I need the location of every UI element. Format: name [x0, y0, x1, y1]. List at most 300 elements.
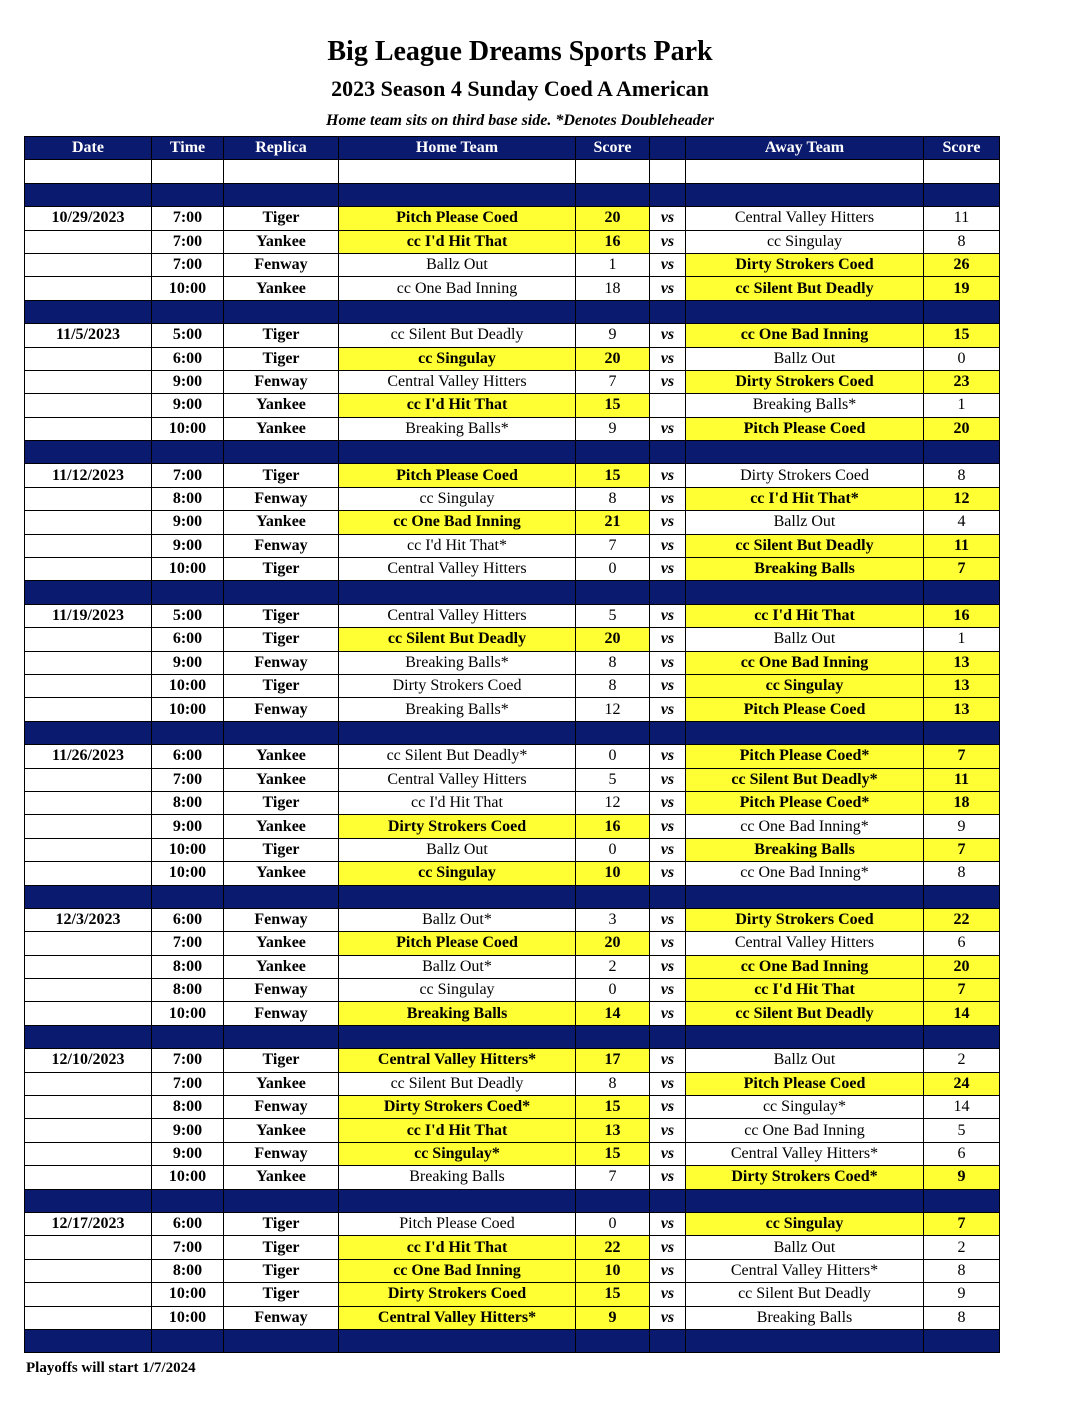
empty-cell	[152, 1189, 224, 1212]
game-replica: Tiger	[224, 324, 339, 347]
game-date: 11/12/2023	[25, 464, 152, 487]
game-row	[25, 253, 1000, 276]
home-score: 5	[576, 604, 650, 627]
game-time: 10:00	[152, 674, 224, 697]
game-row	[25, 1212, 1000, 1235]
away-team: cc One Bad Inning	[686, 955, 924, 978]
game-time: 8:00	[152, 955, 224, 978]
home-score: 2	[576, 955, 650, 978]
home-score: 20	[576, 932, 650, 955]
game-date: 12/10/2023	[25, 1049, 152, 1072]
home-score: 17	[576, 1049, 650, 1072]
home-score: 9	[576, 324, 650, 347]
away-team: cc One Bad Inning*	[686, 862, 924, 885]
game-time: 9:00	[152, 534, 224, 557]
game-replica: Yankee	[224, 394, 339, 417]
vs-label: vs	[650, 347, 686, 370]
away-score: 9	[924, 815, 1000, 838]
home-score: 18	[576, 277, 650, 300]
game-replica: Fenway	[224, 370, 339, 393]
game-date: 12/3/2023	[25, 908, 152, 931]
game-date	[25, 628, 152, 651]
game-date	[25, 394, 152, 417]
away-score: 14	[924, 1002, 1000, 1025]
vs-label: vs	[650, 277, 686, 300]
game-time: 6:00	[152, 347, 224, 370]
empty-cell	[25, 721, 152, 744]
game-time: 8:00	[152, 1259, 224, 1282]
vs-label: vs	[650, 908, 686, 931]
away-score: 26	[924, 253, 1000, 276]
game-replica: Tiger	[224, 628, 339, 651]
game-date	[25, 674, 152, 697]
empty-cell	[339, 441, 576, 464]
game-row	[25, 791, 1000, 814]
away-score: 0	[924, 347, 1000, 370]
home-team: Pitch Please Coed	[339, 207, 576, 230]
game-date	[25, 768, 152, 791]
home-team: Central Valley Hitters	[339, 558, 576, 581]
away-team: cc One Bad Inning	[686, 651, 924, 674]
game-row	[25, 417, 1000, 440]
away-score: 18	[924, 791, 1000, 814]
home-team: Dirty Strokers Coed	[339, 815, 576, 838]
empty-cell	[650, 300, 686, 323]
empty-cell	[650, 1329, 686, 1352]
game-time: 9:00	[152, 1119, 224, 1142]
home-score: 1	[576, 253, 650, 276]
game-time: 8:00	[152, 979, 224, 1002]
game-date	[25, 417, 152, 440]
game-time: 6:00	[152, 745, 224, 768]
home-score: 9	[576, 1306, 650, 1329]
home-score: 0	[576, 745, 650, 768]
game-time: 10:00	[152, 558, 224, 581]
empty-cell	[576, 1025, 650, 1048]
game-row	[25, 862, 1000, 885]
vs-label: vs	[650, 511, 686, 534]
game-time: 6:00	[152, 908, 224, 931]
empty-cell	[650, 721, 686, 744]
away-team: Breaking Balls	[686, 1306, 924, 1329]
empty-cell	[25, 300, 152, 323]
game-date	[25, 1236, 152, 1259]
game-date	[25, 277, 152, 300]
separator-row	[25, 183, 1000, 206]
game-time: 9:00	[152, 370, 224, 393]
home-team: Breaking Balls*	[339, 698, 576, 721]
game-date	[25, 1283, 152, 1306]
home-team: Central Valley Hitters	[339, 370, 576, 393]
empty-cell	[576, 183, 650, 206]
game-time: 10:00	[152, 862, 224, 885]
game-date	[25, 1259, 152, 1282]
vs-label: vs	[650, 791, 686, 814]
game-replica: Tiger	[224, 791, 339, 814]
away-team: cc Silent But Deadly	[686, 1002, 924, 1025]
game-replica: Tiger	[224, 1212, 339, 1235]
away-team: Breaking Balls*	[686, 394, 924, 417]
vs-label: vs	[650, 1212, 686, 1235]
home-team: cc Singulay	[339, 347, 576, 370]
empty-cell	[650, 1189, 686, 1212]
empty-cell	[152, 183, 224, 206]
vs-label: vs	[650, 487, 686, 510]
home-team: Breaking Balls*	[339, 651, 576, 674]
game-time: 10:00	[152, 1166, 224, 1189]
empty-cell	[924, 581, 1000, 604]
empty-cell	[576, 1189, 650, 1212]
empty-cell	[152, 1025, 224, 1048]
game-row	[25, 1119, 1000, 1142]
home-score: 13	[576, 1119, 650, 1142]
away-score: 8	[924, 464, 1000, 487]
game-row	[25, 534, 1000, 557]
away-score: 8	[924, 862, 1000, 885]
empty-cell	[576, 300, 650, 323]
vs-label: vs	[650, 230, 686, 253]
home-score: 7	[576, 534, 650, 557]
game-replica: Yankee	[224, 862, 339, 885]
empty-cell	[152, 160, 224, 183]
page-title: Big League Dreams Sports Park	[327, 36, 713, 67]
empty-cell	[686, 441, 924, 464]
game-date	[25, 511, 152, 534]
schedule-body	[25, 160, 1000, 1353]
empty-cell	[650, 183, 686, 206]
game-row	[25, 230, 1000, 253]
empty-cell	[224, 885, 339, 908]
away-team: cc I'd Hit That	[686, 979, 924, 1002]
home-score: 7	[576, 1166, 650, 1189]
empty-cell	[650, 441, 686, 464]
home-score: 16	[576, 815, 650, 838]
vs-label: vs	[650, 1072, 686, 1095]
game-replica: Tiger	[224, 838, 339, 861]
home-team: cc Singulay*	[339, 1142, 576, 1165]
away-team: cc Singulay	[686, 230, 924, 253]
table-header-row	[25, 137, 1000, 160]
home-score: 20	[576, 347, 650, 370]
vs-label: vs	[650, 651, 686, 674]
game-row	[25, 1283, 1000, 1306]
game-date	[25, 534, 152, 557]
empty-cell	[924, 721, 1000, 744]
away-score: 15	[924, 324, 1000, 347]
away-score: 4	[924, 511, 1000, 534]
empty-cell	[924, 1329, 1000, 1352]
game-date	[25, 370, 152, 393]
empty-cell	[224, 160, 339, 183]
away-team: Dirty Strokers Coed	[686, 253, 924, 276]
empty-cell	[686, 885, 924, 908]
home-team: Central Valley Hitters*	[339, 1049, 576, 1072]
empty-cell	[152, 441, 224, 464]
empty-cell	[686, 1189, 924, 1212]
col-header-away-team: Away Team	[686, 137, 924, 160]
home-team: Ballz Out*	[339, 908, 576, 931]
game-time: 10:00	[152, 417, 224, 440]
game-replica: Fenway	[224, 1002, 339, 1025]
home-score: 12	[576, 791, 650, 814]
home-team: Pitch Please Coed	[339, 932, 576, 955]
game-replica: Fenway	[224, 534, 339, 557]
vs-label: vs	[650, 324, 686, 347]
empty-cell	[25, 1189, 152, 1212]
home-team: Ballz Out*	[339, 955, 576, 978]
empty-cell	[686, 581, 924, 604]
vs-label: vs	[650, 838, 686, 861]
empty-cell	[650, 160, 686, 183]
away-team: Pitch Please Coed	[686, 698, 924, 721]
game-date	[25, 979, 152, 1002]
empty-cell	[152, 581, 224, 604]
home-team: cc Singulay	[339, 487, 576, 510]
away-score: 24	[924, 1072, 1000, 1095]
empty-cell	[924, 160, 1000, 183]
game-time: 10:00	[152, 1002, 224, 1025]
home-score: 5	[576, 768, 650, 791]
away-score: 1	[924, 394, 1000, 417]
game-replica: Tiger	[224, 1236, 339, 1259]
away-team: cc Silent But Deadly*	[686, 768, 924, 791]
game-replica: Yankee	[224, 1166, 339, 1189]
empty-cell	[224, 721, 339, 744]
vs-label: vs	[650, 768, 686, 791]
game-time: 5:00	[152, 604, 224, 627]
home-team: Dirty Strokers Coed	[339, 674, 576, 697]
game-replica: Yankee	[224, 768, 339, 791]
vs-label: vs	[650, 253, 686, 276]
col-header-away-score: Score	[924, 137, 1000, 160]
game-date	[25, 253, 152, 276]
game-date	[25, 1002, 152, 1025]
empty-cell	[152, 885, 224, 908]
home-team: cc One Bad Inning	[339, 511, 576, 534]
away-score: 8	[924, 230, 1000, 253]
game-replica: Tiger	[224, 558, 339, 581]
home-team: cc I'd Hit That	[339, 1236, 576, 1259]
game-replica: Fenway	[224, 1306, 339, 1329]
separator-row	[25, 1025, 1000, 1048]
away-score: 7	[924, 745, 1000, 768]
home-team: cc Singulay	[339, 979, 576, 1002]
game-replica: Yankee	[224, 1072, 339, 1095]
vs-label: vs	[650, 979, 686, 1002]
game-time: 7:00	[152, 1072, 224, 1095]
home-team: Dirty Strokers Coed*	[339, 1096, 576, 1119]
empty-cell	[339, 581, 576, 604]
away-score: 22	[924, 908, 1000, 931]
home-score: 0	[576, 838, 650, 861]
home-team: cc One Bad Inning	[339, 1259, 576, 1282]
home-score: 8	[576, 674, 650, 697]
away-score: 9	[924, 1166, 1000, 1189]
away-score: 7	[924, 1212, 1000, 1235]
game-replica: Yankee	[224, 1119, 339, 1142]
empty-cell	[686, 160, 924, 183]
away-team: cc One Bad Inning*	[686, 815, 924, 838]
empty-cell	[25, 581, 152, 604]
away-team: cc Silent But Deadly	[686, 277, 924, 300]
game-row	[25, 628, 1000, 651]
col-header-home-score: Score	[576, 137, 650, 160]
empty-cell	[339, 721, 576, 744]
game-time: 5:00	[152, 324, 224, 347]
home-team: Ballz Out	[339, 253, 576, 276]
game-row	[25, 815, 1000, 838]
empty-cell	[924, 183, 1000, 206]
home-team: Central Valley Hitters	[339, 604, 576, 627]
separator-row	[25, 885, 1000, 908]
empty-cell	[224, 300, 339, 323]
away-team: cc Singulay	[686, 674, 924, 697]
away-score: 9	[924, 1283, 1000, 1306]
game-replica: Tiger	[224, 347, 339, 370]
game-row	[25, 487, 1000, 510]
away-team: Breaking Balls	[686, 558, 924, 581]
home-score: 15	[576, 1142, 650, 1165]
empty-cell	[924, 300, 1000, 323]
game-date: 12/17/2023	[25, 1212, 152, 1235]
game-time: 10:00	[152, 1306, 224, 1329]
home-score: 12	[576, 698, 650, 721]
away-score: 2	[924, 1049, 1000, 1072]
home-team: Dirty Strokers Coed	[339, 1283, 576, 1306]
game-replica: Fenway	[224, 979, 339, 1002]
game-row	[25, 698, 1000, 721]
vs-label: vs	[650, 558, 686, 581]
game-time: 7:00	[152, 253, 224, 276]
game-row	[25, 1236, 1000, 1259]
vs-label: vs	[650, 1002, 686, 1025]
away-team: Ballz Out	[686, 628, 924, 651]
game-replica: Tiger	[224, 207, 339, 230]
home-score: 22	[576, 1236, 650, 1259]
schedule-table	[24, 136, 1000, 1353]
away-team: Pitch Please Coed	[686, 417, 924, 440]
home-team: cc Silent But Deadly	[339, 324, 576, 347]
away-team: Central Valley Hitters	[686, 932, 924, 955]
away-score: 7	[924, 558, 1000, 581]
game-row	[25, 908, 1000, 931]
separator-row	[25, 1189, 1000, 1212]
empty-cell	[650, 581, 686, 604]
empty-cell	[686, 183, 924, 206]
home-score: 8	[576, 1072, 650, 1095]
col-header-time: Time	[152, 137, 224, 160]
home-score: 10	[576, 862, 650, 885]
game-date	[25, 558, 152, 581]
away-score: 11	[924, 207, 1000, 230]
away-team: Pitch Please Coed	[686, 1072, 924, 1095]
empty-cell	[686, 1025, 924, 1048]
game-row	[25, 1259, 1000, 1282]
vs-label: vs	[650, 1049, 686, 1072]
home-score: 20	[576, 207, 650, 230]
empty-cell	[576, 1329, 650, 1352]
vs-label: vs	[650, 464, 686, 487]
home-team: Pitch Please Coed	[339, 464, 576, 487]
away-team: Central Valley Hitters*	[686, 1142, 924, 1165]
empty-cell	[650, 1025, 686, 1048]
empty-cell	[339, 183, 576, 206]
home-score: 15	[576, 1283, 650, 1306]
home-team: cc I'd Hit That	[339, 394, 576, 417]
empty-cell	[224, 581, 339, 604]
vs-label: vs	[650, 370, 686, 393]
game-date	[25, 1142, 152, 1165]
game-row	[25, 1002, 1000, 1025]
empty-cell	[25, 885, 152, 908]
away-score: 16	[924, 604, 1000, 627]
game-row	[25, 324, 1000, 347]
game-date: 11/26/2023	[25, 745, 152, 768]
game-date: 11/5/2023	[25, 324, 152, 347]
vs-label: vs	[650, 1236, 686, 1259]
vs-label: vs	[650, 674, 686, 697]
away-score: 13	[924, 698, 1000, 721]
vs-label: vs	[650, 628, 686, 651]
game-time: 8:00	[152, 487, 224, 510]
home-score: 9	[576, 417, 650, 440]
home-score: 14	[576, 1002, 650, 1025]
game-row	[25, 955, 1000, 978]
game-date	[25, 815, 152, 838]
game-time: 7:00	[152, 207, 224, 230]
game-row	[25, 651, 1000, 674]
away-score: 13	[924, 651, 1000, 674]
game-time: 7:00	[152, 464, 224, 487]
game-replica: Tiger	[224, 1259, 339, 1282]
empty-cell	[25, 183, 152, 206]
game-time: 8:00	[152, 791, 224, 814]
vs-label: vs	[650, 745, 686, 768]
home-team: Breaking Balls	[339, 1166, 576, 1189]
empty-cell	[576, 581, 650, 604]
empty-cell	[339, 885, 576, 908]
away-team: Ballz Out	[686, 511, 924, 534]
empty-cell	[339, 1025, 576, 1048]
game-time: 7:00	[152, 1049, 224, 1072]
game-date	[25, 1096, 152, 1119]
home-score: 16	[576, 230, 650, 253]
empty-cell	[924, 1025, 1000, 1048]
home-team: cc I'd Hit That*	[339, 534, 576, 557]
home-score: 3	[576, 908, 650, 931]
game-row	[25, 277, 1000, 300]
game-date	[25, 1119, 152, 1142]
game-date	[25, 932, 152, 955]
home-score: 15	[576, 464, 650, 487]
empty-cell	[924, 885, 1000, 908]
away-team: cc One Bad Inning	[686, 1119, 924, 1142]
empty-cell	[25, 1025, 152, 1048]
separator-row	[25, 721, 1000, 744]
game-row	[25, 745, 1000, 768]
away-team: Breaking Balls	[686, 838, 924, 861]
empty-cell	[924, 441, 1000, 464]
vs-label: vs	[650, 955, 686, 978]
game-date	[25, 1072, 152, 1095]
col-header-date: Date	[25, 137, 152, 160]
empty-cell	[152, 300, 224, 323]
game-replica: Tiger	[224, 464, 339, 487]
game-replica: Yankee	[224, 511, 339, 534]
game-time: 9:00	[152, 394, 224, 417]
game-replica: Tiger	[224, 674, 339, 697]
game-row	[25, 511, 1000, 534]
